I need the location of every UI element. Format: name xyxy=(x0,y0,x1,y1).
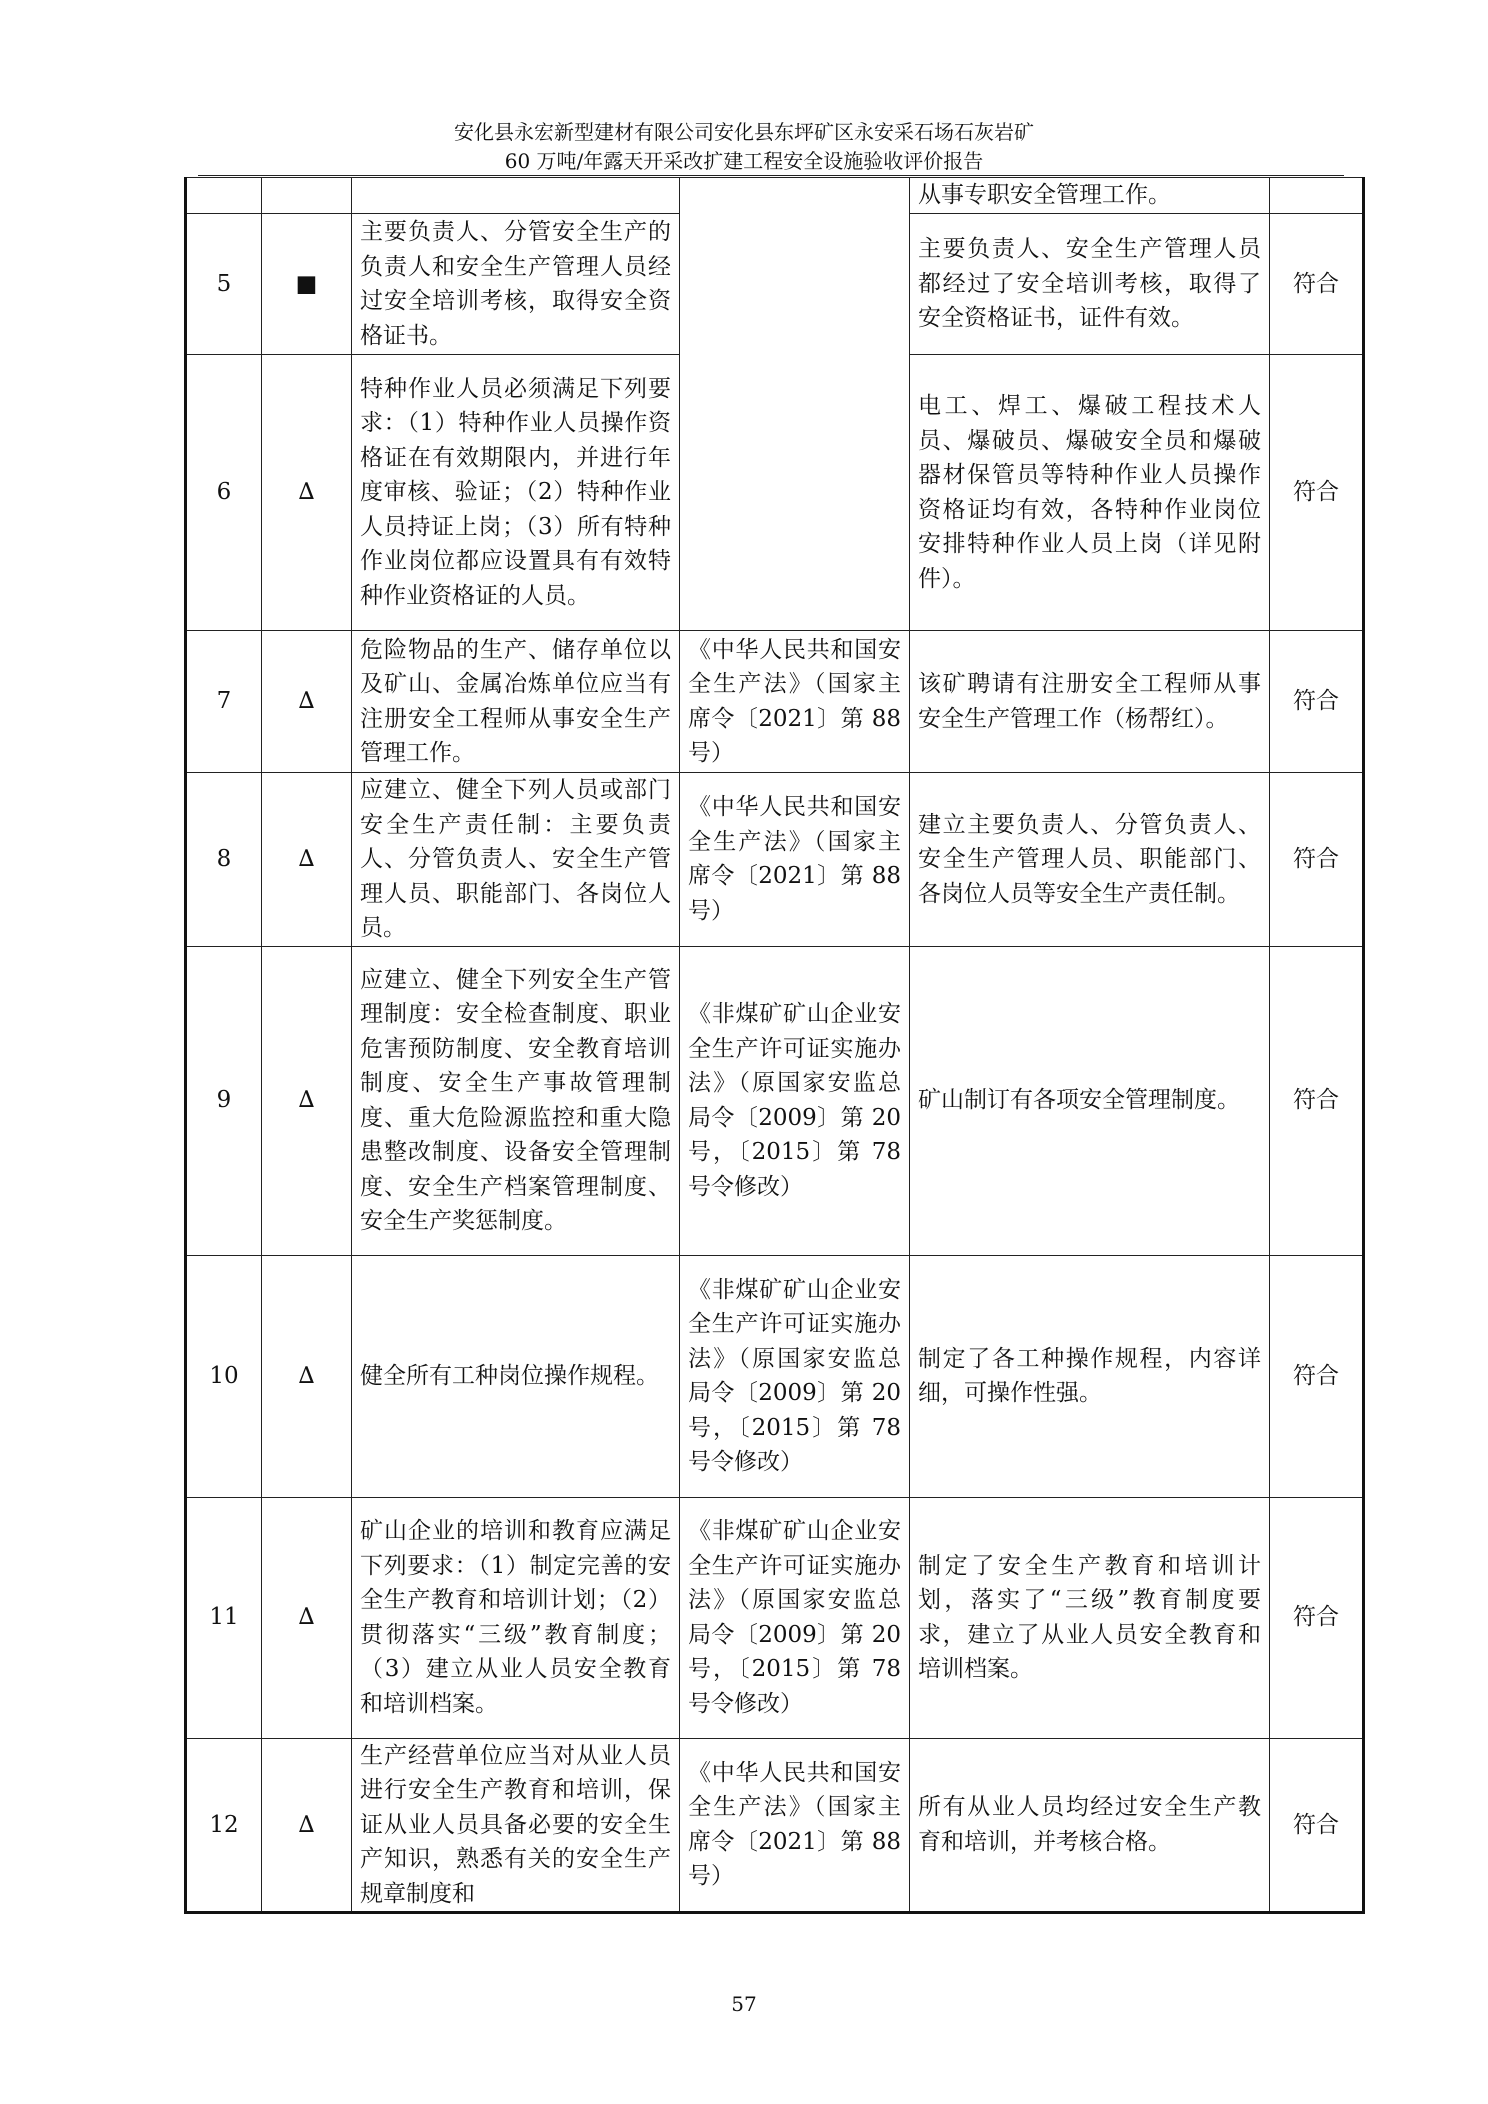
table-row xyxy=(186,946,1364,1255)
cell-situation: 制定了安全生产教育和培训计划，落实了“三级”教育制度要求，建立了从业人员安全教育和培训档案。 xyxy=(910,1497,1270,1738)
cell-situation: 矿山制订有各项安全管理制度。 xyxy=(910,946,1270,1255)
cell-result: 符合 xyxy=(1270,946,1364,1255)
safety-checklist-table xyxy=(184,177,1365,1914)
cell-law: 《非煤矿矿山企业安全生产许可证实施办法》（原国家安监总局令〔2009〕第 20 号，〔2015〕第 78 号令修改） xyxy=(680,1497,910,1738)
cell-num: 9 xyxy=(186,946,262,1255)
cell-mark-icon: ∆ xyxy=(262,1255,352,1497)
table-row xyxy=(186,773,1364,947)
cell-num: 8 xyxy=(186,773,262,947)
cell-result: 符合 xyxy=(1270,773,1364,947)
table-row xyxy=(186,1497,1364,1738)
header-title-line1: 安化县永宏新型建材有限公司安化县东坪矿区永安采石场石灰岩矿 xyxy=(454,120,1034,144)
cell-num: 10 xyxy=(186,1255,262,1497)
cell-mark xyxy=(262,178,352,214)
cell-situation: 从事专职安全管理工作。 xyxy=(910,178,1270,214)
table-row xyxy=(186,631,1364,773)
cell-requirement: 主要负责人、分管安全生产的负责人和安全生产管理人员经过安全培训考核，取得安全资格证书。 xyxy=(352,214,680,355)
cell-situation: 制定了各工种操作规程，内容详细，可操作性强。 xyxy=(910,1255,1270,1497)
cell-situation: 该矿聘请有注册安全工程师从事安全生产管理工作（杨帮红）。 xyxy=(910,631,1270,773)
cell-requirement: 危险物品的生产、储存单位以及矿山、金属冶炼单位应当有注册安全工程师从事安全生产管理工作。 xyxy=(352,631,680,773)
cell-requirement: 生产经营单位应当对从业人员进行安全生产教育和培训，保证从业人员具备必要的安全生产知识，熟悉有关的安全生产规章制度和 xyxy=(352,1738,680,1913)
table-row-continued xyxy=(186,178,1364,214)
cell-requirement: 应建立、健全下列人员或部门安全生产责任制：主要负责人、分管负责人、安全生产管理人员、职能部门、各岗位人员。 xyxy=(352,773,680,947)
cell-requirement xyxy=(352,178,680,214)
cell-result: 符合 xyxy=(1270,214,1364,355)
cell-mark-icon: ∆ xyxy=(262,631,352,773)
table-row xyxy=(186,1255,1364,1497)
cell-situation: 建立主要负责人、分管负责人、安全生产管理人员、职能部门、各岗位人员等安全生产责任制。 xyxy=(910,773,1270,947)
cell-num: 6 xyxy=(186,355,262,631)
cell-law: 《非煤矿矿山企业安全生产许可证实施办法》（原国家安监总局令〔2009〕第 20 号，〔2015〕第 78 号令修改） xyxy=(680,1255,910,1497)
cell-result: 符合 xyxy=(1270,1255,1364,1497)
cell-result xyxy=(1270,178,1364,214)
cell-num: 11 xyxy=(186,1497,262,1738)
cell-requirement: 矿山企业的培训和教育应满足下列要求：（1）制定完善的安全生产教育和培训计划；（2）贯彻落实“三级”教育制度；（3）建立从业人员安全教育和培训档案。 xyxy=(352,1497,680,1738)
cell-requirement: 健全所有工种岗位操作规程。 xyxy=(352,1255,680,1497)
cell-law: 《非煤矿矿山企业安全生产许可证实施办法》（原国家安监总局令〔2009〕第 20 号，〔2015〕第 78 号令修改） xyxy=(680,946,910,1255)
cell-num: 12 xyxy=(186,1738,262,1913)
cell-result: 符合 xyxy=(1270,1738,1364,1913)
cell-mark-icon: ∆ xyxy=(262,355,352,631)
cell-result: 符合 xyxy=(1270,355,1364,631)
header-divider xyxy=(198,175,1344,176)
table-row xyxy=(186,1738,1364,1913)
header-title-line2: 60 万吨/年露天开采改扩建工程安全设施验收评价报告 xyxy=(504,149,984,173)
cell-situation: 电工、焊工、爆破工程技术人员、爆破员、爆破安全员和爆破器材保管员等特种作业人员操作资格证均有效，各特种作业岗位安排特种作业人员上岗（详见附件）。 xyxy=(910,355,1270,631)
cell-mark-icon: ∆ xyxy=(262,946,352,1255)
cell-mark-icon: ∆ xyxy=(262,1738,352,1913)
cell-result: 符合 xyxy=(1270,1497,1364,1738)
report-header xyxy=(0,118,1488,176)
cell-law: 《中华人民共和国安全生产法》（国家主席令〔2021〕第 88 号） xyxy=(680,1738,910,1913)
cell-situation: 主要负责人、安全生产管理人员都经过了安全培训考核，取得了安全资格证书，证件有效。 xyxy=(910,214,1270,355)
cell-mark-icon: ∆ xyxy=(262,773,352,947)
cell-requirement: 特种作业人员必须满足下列要求：（1）特种作业人员操作资格证在有效期限内，并进行年度审核、验证；（2）特种作业人员持证上岗；（3）所有特种作业岗位都应设置具有有效特种作业资格证的人员。 xyxy=(352,355,680,631)
cell-mark-icon: ■ xyxy=(262,214,352,355)
cell-result: 符合 xyxy=(1270,631,1364,773)
cell-law: 《中华人民共和国安全生产法》（国家主席令〔2021〕第 88 号） xyxy=(680,773,910,947)
cell-num: 5 xyxy=(186,214,262,355)
cell-num xyxy=(186,178,262,214)
cell-mark-icon: ∆ xyxy=(262,1497,352,1738)
cell-num: 7 xyxy=(186,631,262,773)
page-number: 57 xyxy=(731,1992,757,2016)
cell-requirement: 应建立、健全下列安全生产管理制度：安全检查制度、职业危害预防制度、安全教育培训制度、安全生产事故管理制度、重大危险源监控和重大隐患整改制度、设备安全管理制度、安全生产档案管理制度、安全生产奖惩制度。 xyxy=(352,946,680,1255)
cell-law: 《中华人民共和国安全生产法》（国家主席令〔2021〕第 88 号） xyxy=(680,631,910,773)
cell-law xyxy=(680,178,910,631)
cell-situation: 所有从业人员均经过安全生产教育和培训，并考核合格。 xyxy=(910,1738,1270,1913)
